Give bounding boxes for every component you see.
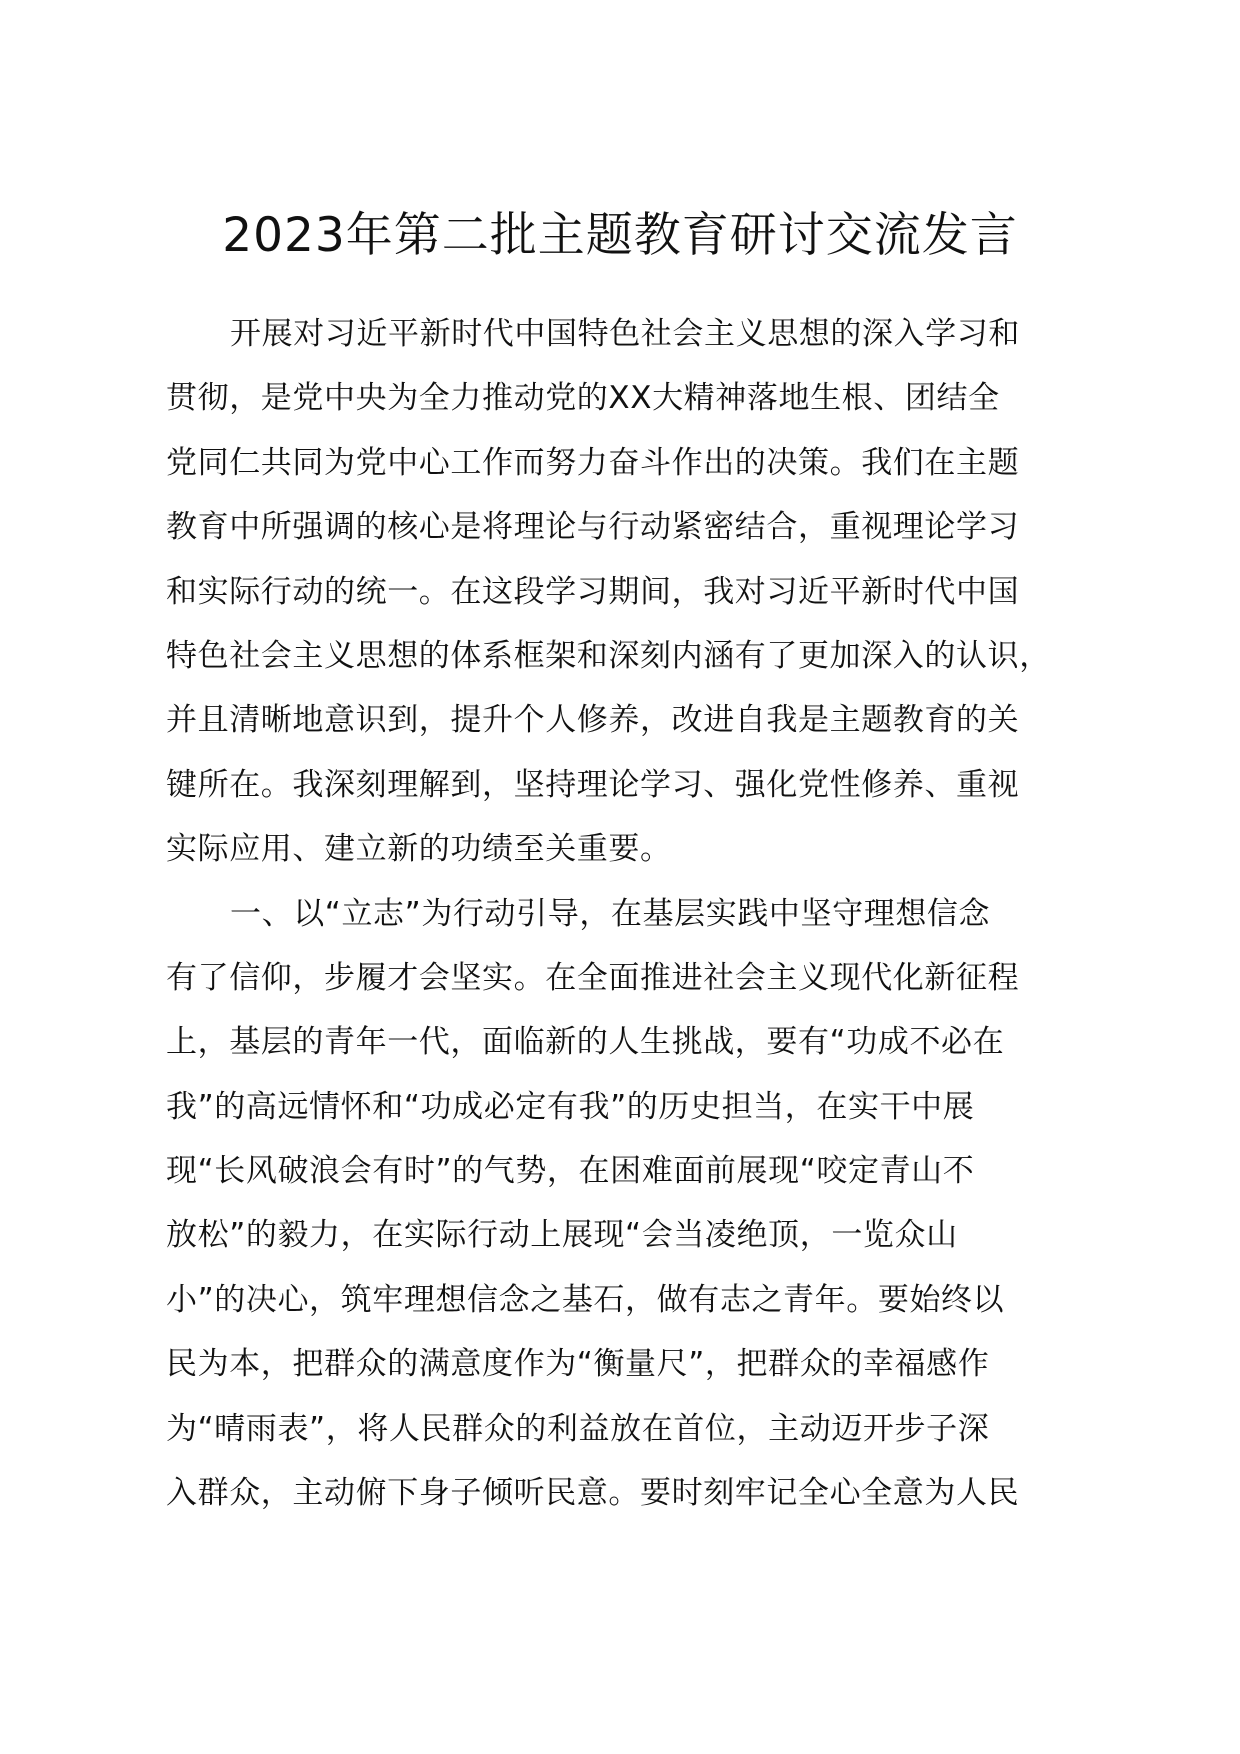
paragraph-2-line-8: 为“晴雨表”，将人民群众的利益放在首位，主动迈开步子深 (166, 1410, 990, 1447)
paragraph-1-line-8: 键所在。我深刻理解到，坚持理论学习、强化党性修养、重视 (166, 766, 1020, 803)
document-title: 2023年第二批主题教育研讨交流发言 (222, 208, 1018, 263)
paragraph-2-line-5: 放松”的毅力，在实际行动上展现“会当凌绝顶，一览众山 (166, 1217, 958, 1254)
paragraph-1-line-7: 并且清晰地意识到，提升个人修养，改进自我是主题教育的关 (166, 702, 1020, 739)
paragraph-2-line-1: 有了信仰，步履才会坚实。在全面推进社会主义现代化新征程 (166, 959, 1020, 996)
paragraph-1-line-6: 特色社会主义思想的体系框架和深刻内涵有了更加深入的认识， (166, 637, 1051, 674)
paragraph-1-line-4: 教育中所强调的核心是将理论与行动紧密结合，重视理论学习 (166, 509, 1020, 546)
paragraph-1-line-9: 实际应用、建立新的功绩至关重要。 (166, 831, 672, 868)
paragraph-1-line-3: 党同仁共同为党中心工作而努力奋斗作出的决策。我们在主题 (166, 444, 1020, 481)
paragraph-2-line-2: 上，基层的青年一代，面临新的人生挑战，要有“功成不必在 (166, 1024, 1005, 1061)
paragraph-2-line-9: 入群众，主动俯下身子倾听民意。要时刻牢记全心全意为人民 (166, 1475, 1020, 1512)
paragraph-2-line-7: 民为本，把群众的满意度作为“衡量尺”，把群众的幸福感作 (166, 1346, 990, 1383)
document-body (166, 302, 1086, 1525)
paragraph-2-line-4: 现“长风破浪会有时”的气势，在困难面前展现“咬定青山不 (166, 1153, 975, 1190)
paragraph-1-line-1: 开展对习近平新时代中国特色社会主义思想的深入学习和 (230, 316, 1020, 352)
paragraph-2-line-3: 我”的高远情怀和“功成必定有我”的历史担当，在实干中展 (166, 1088, 975, 1125)
paragraph-2-line-6: 小”的决心，筑牢理想信念之基石，做有志之青年。要始终以 (166, 1281, 1005, 1318)
section-heading-1: 一、以“立志”为行动引导，在基层实践中坚守理想信念 (230, 895, 991, 932)
paragraph-1-line-5: 和实际行动的统一。在这段学习期间，我对习近平新时代中国 (166, 573, 1020, 610)
paragraph-1-line-2: 贯彻，是党中央为全力推动党的XX大精神落地生根、团结全 (166, 380, 1000, 417)
